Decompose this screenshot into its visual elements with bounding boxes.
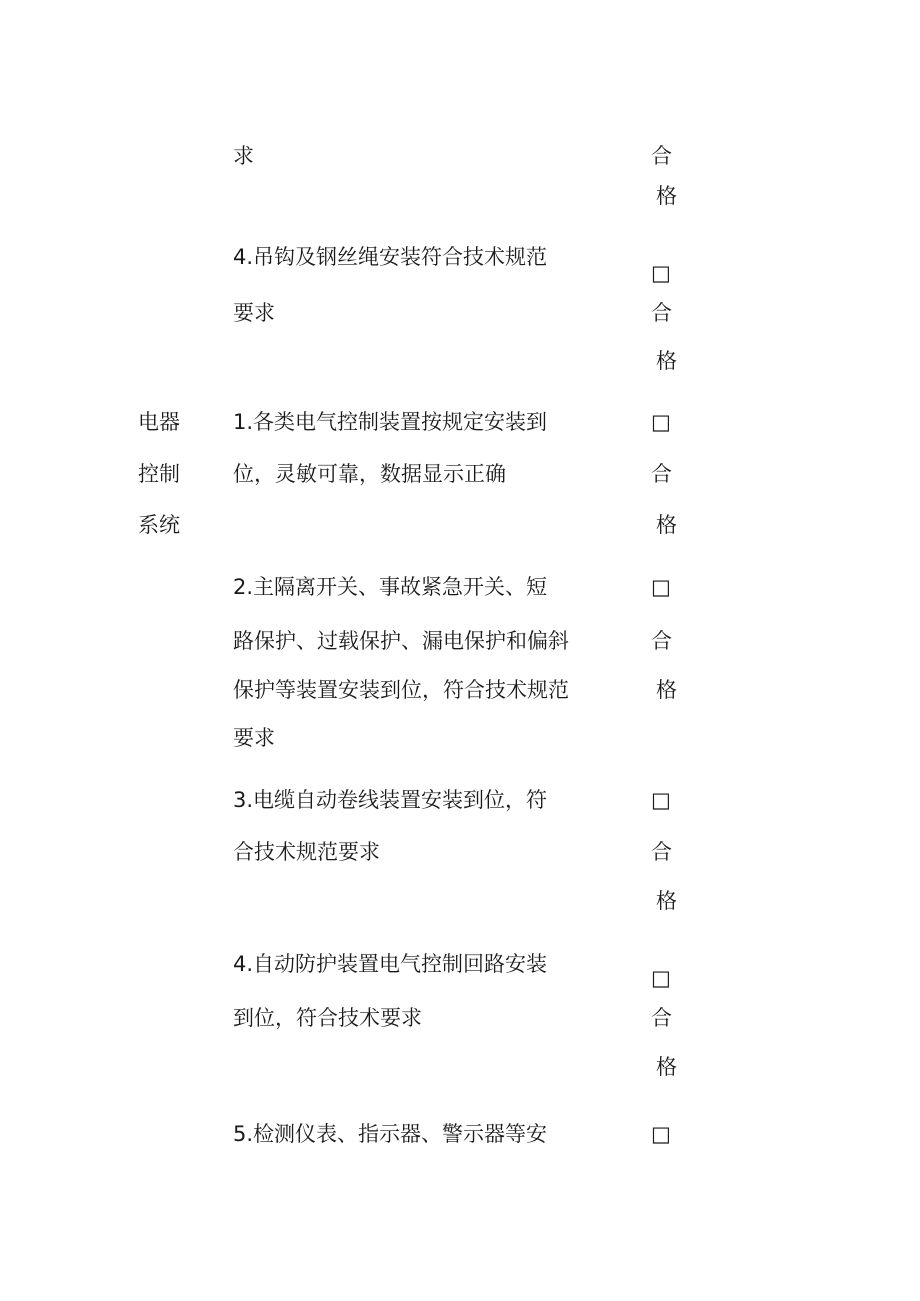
section-label: 电器 [138,410,180,434]
item-text-line: 到位，符合技术要求 [233,1006,422,1030]
item-text-line: 保护等装置安装到位，符合技术规范 [233,678,569,702]
result-text: 格 [656,678,677,702]
item-text-line: 3.电缆自动卷线装置安装到位，符 [233,788,548,812]
checkbox-icon[interactable]: □ [651,575,671,599]
item-text-line: 路保护、过载保护、漏电保护和偏斜 [233,629,569,653]
result-text: 格 [656,889,677,913]
item-text-line: 2.主隔离开关、事故紧急开关、短 [233,575,548,599]
checkbox-icon[interactable]: □ [651,410,671,434]
result-text: 格 [656,1055,677,1079]
checkbox-icon[interactable]: □ [651,261,671,285]
item-text-line: 4.自动防护装置电气控制回路安装 [233,952,548,976]
result-text: 合 [651,144,672,168]
checkbox-icon[interactable]: □ [651,966,671,990]
item-text-line: 合技术规范要求 [233,840,380,864]
item-text-line: 4.吊钩及钢丝绳安装符合技术规范 [233,245,548,269]
item-text-line: 位，灵敏可靠，数据显示正确 [233,462,506,486]
result-text: 格 [656,513,677,537]
result-text: 格 [656,349,677,373]
result-text: 合 [651,1006,672,1030]
checkbox-icon[interactable]: □ [651,1122,671,1146]
result-text: 合 [651,462,672,486]
result-text: 合 [651,629,672,653]
item-text-line: 1.各类电气控制装置按规定安装到 [233,410,548,434]
item-text-line: 5.检测仪表、指示器、警示器等安 [233,1122,548,1146]
result-text: 格 [656,184,677,208]
result-text: 合 [651,840,672,864]
item-text-line: 要求 [233,301,275,325]
item-text-line: 要求 [233,726,275,750]
item-text-line: 求 [233,144,254,168]
section-label: 控制 [138,462,180,486]
checkbox-icon[interactable]: □ [651,788,671,812]
result-text: 合 [651,301,672,325]
section-label: 系统 [138,513,180,537]
